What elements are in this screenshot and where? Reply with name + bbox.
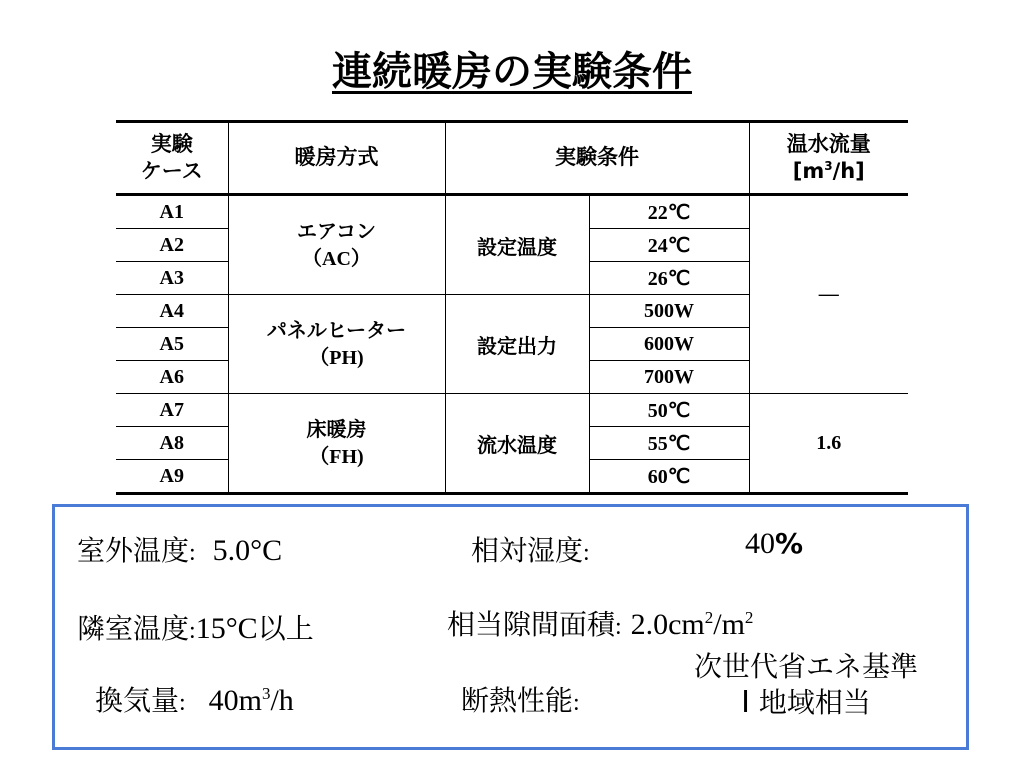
value-cell: 26℃ <box>589 262 749 295</box>
value-cell: 500W <box>589 295 749 328</box>
value-cell: 24℃ <box>589 229 749 262</box>
insulation-line1: 次世代省エネ基準 <box>693 650 918 683</box>
gap-area-label: 相当隙間面積 <box>447 608 616 641</box>
insulation: 断熱性能: <box>461 684 580 717</box>
outdoor-temp-label: 室外温度 <box>77 534 190 567</box>
case-cell: A9 <box>116 460 228 494</box>
method-cell-fh: 床暖房 （FH) <box>228 394 445 494</box>
method-cell-ph: パネルヒーター （PH) <box>228 295 445 394</box>
header-conditions: 実験条件 <box>445 122 749 195</box>
case-cell: A6 <box>116 361 228 394</box>
method-cell-ac: エアコン （AC） <box>228 195 445 295</box>
relative-humidity: 相対湿度: <box>471 534 590 567</box>
case-cell: A2 <box>116 229 228 262</box>
header-case: 実験 ケース <box>116 122 228 195</box>
experiment-conditions-table <box>116 120 908 495</box>
condition-cell-ph: 設定出力 <box>445 295 589 394</box>
case-cell: A5 <box>116 328 228 361</box>
condition-cell-ac: 設定温度 <box>445 195 589 295</box>
case-cell: A3 <box>116 262 228 295</box>
slide-title: 連続暖房の実験条件 <box>332 49 692 95</box>
equiv-gap-area: 相当隙間面積: $2.0cm^2/m^2$ <box>447 608 754 641</box>
table-header-row <box>116 122 908 195</box>
insulation-value <box>647 649 965 722</box>
humidity-value: 40% <box>745 527 804 560</box>
value-cell: 600W <box>589 328 749 361</box>
value-cell: 60℃ <box>589 460 749 494</box>
adjacent-room-temp: 隣室温度:15°C以上 <box>77 612 314 645</box>
adjacent-temp-label: 隣室温度 <box>77 612 190 645</box>
condition-cell-fh: 流水温度 <box>445 394 589 494</box>
value-cell: 22℃ <box>589 195 749 229</box>
case-cell: A4 <box>116 295 228 328</box>
insulation-line2: Ⅰ 地域相当 <box>741 686 871 719</box>
case-cell: A7 <box>116 394 228 427</box>
adjacent-temp-suffix: 以上 <box>257 612 314 645</box>
header-method: 暖房方式 <box>228 122 445 195</box>
ventilation-value: $40m^3/h$ <box>208 684 294 717</box>
humidity-label: 相対湿度 <box>471 534 584 567</box>
ventilation-label: 換気量 <box>95 684 180 717</box>
header-flow: 温水流量 $[m^3/h]$ <box>749 122 908 195</box>
case-cell: A1 <box>116 195 228 229</box>
outdoor-temp-value: 5.0°C <box>212 534 283 567</box>
ventilation: 換気量: $40m^3/h$ <box>95 684 294 717</box>
value-cell: 700W <box>589 361 749 394</box>
gap-area-value: $2.0cm^2/m^2$ <box>630 608 754 641</box>
value-cell: 50℃ <box>589 394 749 427</box>
insulation-label: 断熱性能 <box>461 684 574 717</box>
case-cell: A8 <box>116 427 228 460</box>
conditions-info-box <box>52 504 969 750</box>
outdoor-temp: 室外温度: 5.0°C <box>77 534 283 567</box>
table-row <box>116 394 908 427</box>
value-cell: 55℃ <box>589 427 749 460</box>
adjacent-temp-value: 15°C <box>195 612 258 645</box>
flow-cell-fh: 1.6 <box>749 394 908 494</box>
table-row <box>116 195 908 229</box>
flow-cell-none: — <box>749 195 908 394</box>
